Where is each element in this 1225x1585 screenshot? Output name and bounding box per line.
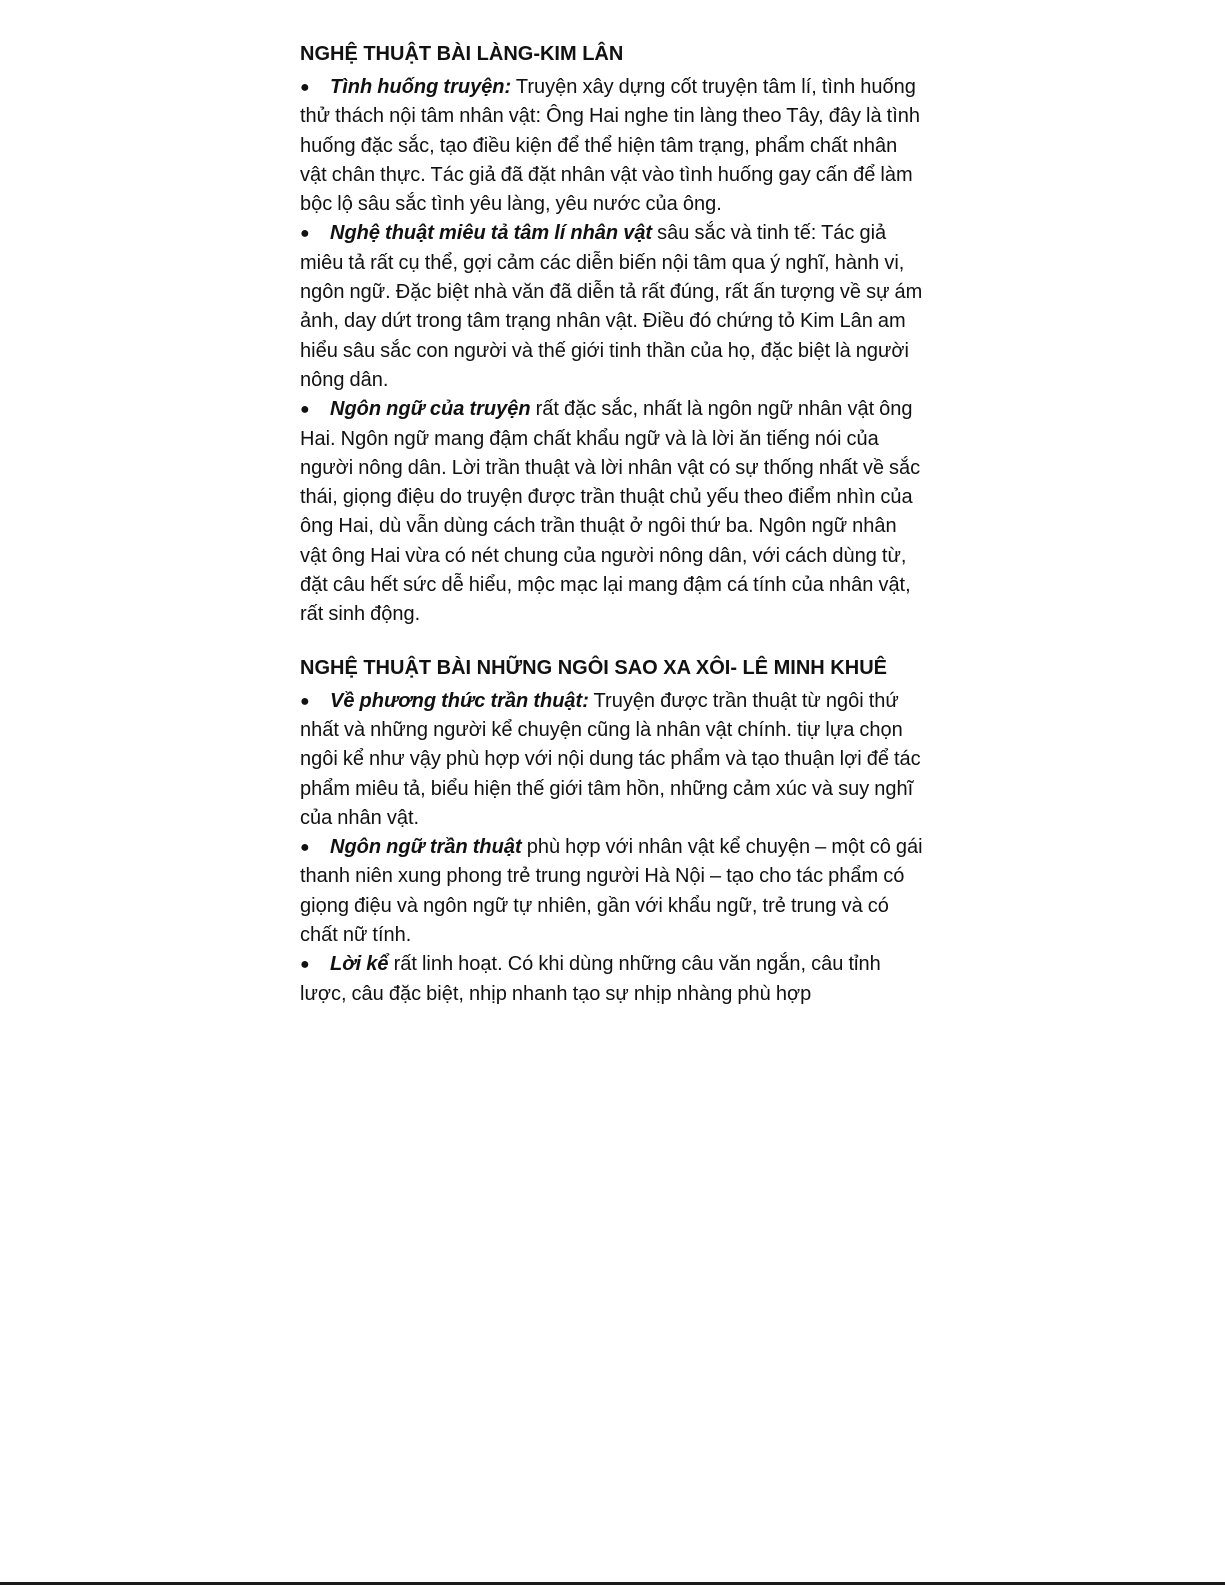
bullet-item	[300, 950, 925, 1009]
bullet-dot-icon: ●	[300, 79, 310, 96]
bullet-lead: Tình huống truyện:	[330, 76, 512, 98]
bullet-dot-icon: ●	[300, 956, 310, 974]
bullet-dot-icon: ●	[300, 401, 310, 419]
bullet-text: Truyện được trần thuật từ ngôi thứ nhất và những người kể chuyện cũng là nhân vật chính. tiự lựa chọn ngôi kể như vậy phù hợp với nội dung tác phẩm và tạo thuận lợi để tác phẩm miêu tả, biểu hiện thế giới tâm hồn, những cảm xúc và suy nghĩ của nhân vật.	[300, 689, 921, 829]
document-page	[300, 38, 925, 1009]
bullet-item	[300, 73, 925, 219]
bullet-item	[300, 395, 925, 629]
bullet-dot-icon: ●	[300, 839, 310, 857]
bullet-lead: Ngôn ngữ của truyện	[330, 398, 531, 421]
bullet-text: sâu sắc và tinh tế: Tác giả miêu tả rất cụ thể, gợi cảm các diễn biến nội tâm qua ý nghĩ, hành vi, ngôn ngữ. Đặc biệt nhà văn đã diễn tả rất đúng, rất ấn tượng về sự ám ảnh, day dứt trong tâm trạng nhân vật. Điều đó chứng tỏ Kim Lân am hiểu sâu sắc con người và thế giới tinh thần của họ, đặc biệt là người nông dân.	[300, 222, 923, 391]
bullet-dot-icon: ●	[300, 225, 310, 243]
bullet-dot-icon: ●	[300, 692, 310, 710]
bullet-item	[300, 219, 925, 395]
bullet-lead: Nghệ thuật miêu tả tâm lí nhân vật	[330, 222, 653, 245]
bullet-text: phù hợp với nhân vật kể chuyện – một cô gái thanh niên xung phong trẻ trung người Hà Nội – tạo cho tác phẩm có giọng điệu và ngôn ngữ tự nhiên, gần với khẩu ngữ, trẻ trung và có chất nữ tính.	[300, 836, 923, 947]
bullet-item	[300, 833, 925, 950]
bullet-text: Truyện xây dựng cốt truyện tâm lí, tình huống thử thách nội tâm nhân vật: Ông Hai nghe tin làng theo Tây, đây là tình huống đặc sắc, tạo điều kiện để thể hiện tâm trạng, phẩm chất nhân vật chân thực. Tác giả đã đặt nhân vật vào tình huống gay cấn để làm bộc lộ sâu sắc tình yêu làng, yêu nước của ông.	[300, 76, 920, 216]
bullet-item	[300, 687, 925, 833]
section-title-ngoi-sao: NGHỆ THUẬT BÀI NHỮNG NGÔI SAO XA XÔI- LÊ MINH KHUÊ	[300, 656, 887, 679]
section-title-lang: NGHỆ THUẬT BÀI LÀNG-KIM LÂN	[300, 43, 624, 65]
bullet-lead: Lời kể	[330, 953, 389, 976]
bullet-text: rất linh hoạt. Có khi dùng những câu văn ngắn, câu tỉnh lược, câu đặc biệt, nhịp nhanh tạo sự nhịp nhàng phù hợp	[300, 953, 881, 1005]
bullet-lead: Về phương thức trần thuật:	[330, 689, 589, 712]
bullet-text: rất đặc sắc, nhất là ngôn ngữ nhân vật ông Hai. Ngôn ngữ mang đậm chất khẩu ngữ và là lời ăn tiếng nói của người nông dân. Lời trần thuật và lời nhân vật có sự thống nhất về sắc thái, giọng điệu do truyện được trần thuật chủ yếu theo điểm nhìn của ông Hai, dù vẫn dùng cách trần thuật ở ngôi thứ ba. Ngôn ngữ nhân vật ông Hai vừa có nét chung của người nông dân, với cách dùng từ, đặt câu hết sức dễ hiểu, mộc mạc lại mang đậm cá tính của nhân vật, rất sinh động.	[300, 398, 921, 626]
bullet-lead: Ngôn ngữ trần thuật	[330, 836, 522, 859]
